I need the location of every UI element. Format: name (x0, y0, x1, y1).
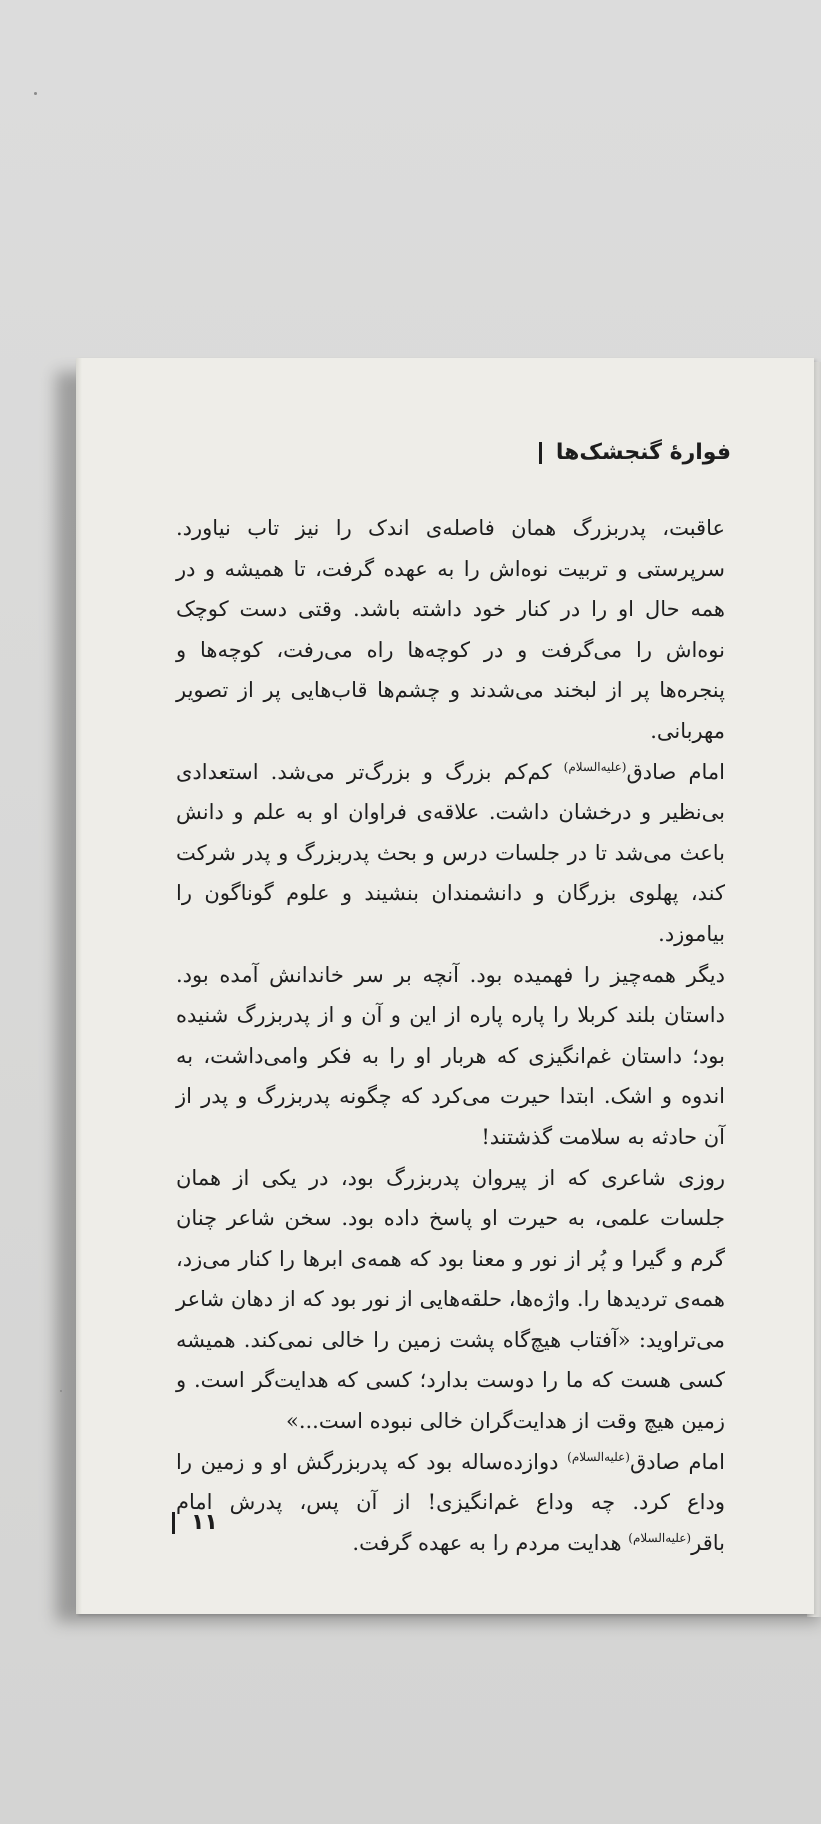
header-divider (539, 442, 542, 464)
running-header (539, 440, 731, 465)
honorific-note: (علیه‌السلام) (567, 1449, 630, 1464)
honorific-note: (علیه‌السلام) (628, 1530, 692, 1545)
footer-divider (172, 1512, 175, 1534)
page-body-text (176, 508, 725, 1563)
paragraph: دیگر همه‌چیز را فهمیده بود. آنچه بر سر خاندانش آمده بود. داستان بلند کربلا را پاره پاره از این و آن و از پدربزرگ شنیده بود؛ داستان غم‌انگیزی که هربار او را به فکر وامی‌داشت، به اندوه و اشک. ابتدا حیرت می‌کرد که چگونه پدربزرگ و پدر از آن حادثه به سلامت گذشتند! (176, 962, 725, 1149)
paragraph: عاقبت، پدربزرگ همان فاصله‌ی اندک را نیز تاب نیاورد. سرپرستی و تربیت نوه‌اش را به عهده گرفت، تا همیشه و در همه حال او را در کنار خود داشته باشد. وقتی دست کوچک نوه‌اش را می‌گرفت و در کوچه‌ها راه می‌رفت، کوچه‌ها و پنجره‌ها پر از لبخند می‌شدند و چشم‌ها قاب‌هایی پر از تصویر مهربانی. (176, 516, 725, 743)
page-number: ۱۱ (191, 1510, 218, 1535)
page-gutter-edge (76, 358, 82, 1614)
book-title: فوارهٔ گنجشک‌ها (555, 440, 731, 465)
paragraph: روزی شاعری که از پیروان پدربزرگ بود، در یکی از همان جلسات علمی، به حیرت او پاسخ داده بود. سخن شاعر چنان گرم و گیرا و پُر از نور و معنا بود که همه‌ی ابرها را کنار می‌زد، همه‌ی تردیدها را. واژه‌ها، حلقه‌هایی از نور بود که از دهان شاعر می‌تراوید: «آفتاب هیچ‌گاه پشت زمین را خالی نمی‌کند. همیشه کسی هست که ما را دوست بدارد؛ کسی که هدایت‌گر است. و زمین هیچ وقت از هدایت‌گران خالی نبوده است...» (176, 1165, 725, 1434)
honorific-note: (علیه‌السلام) (563, 759, 627, 774)
page-footer (172, 1510, 218, 1535)
dust-speck (34, 92, 37, 95)
paragraph: امام صادق$^{(علیه‌السلام)}$ کم‌کم بزرگ و بزرگ‌تر می‌شد. استعدادی بی‌نظیر و درخشان داشت. علاقه‌ی فراوان او به علم و دانش باعث می‌شد تا در جلسات درس و بحث پدربزرگ و پدر شرکت کند، پهلوی بزرگان و دانشمندان بنشیند و علوم گوناگون را بیاموزد. (176, 759, 725, 946)
paragraph: امام صادق$^{(علیه‌السلام)}$ دوازده‌ساله بود که پدربزرگش او و زمین را وداع کرد. چه وداع غم‌انگیزی! از آن پس، پدرش امام باقر$^{(علیه‌السلام)}$ هدایت مردم را به عهده گرفت. (176, 1449, 725, 1555)
dust-speck (60, 1390, 62, 1392)
